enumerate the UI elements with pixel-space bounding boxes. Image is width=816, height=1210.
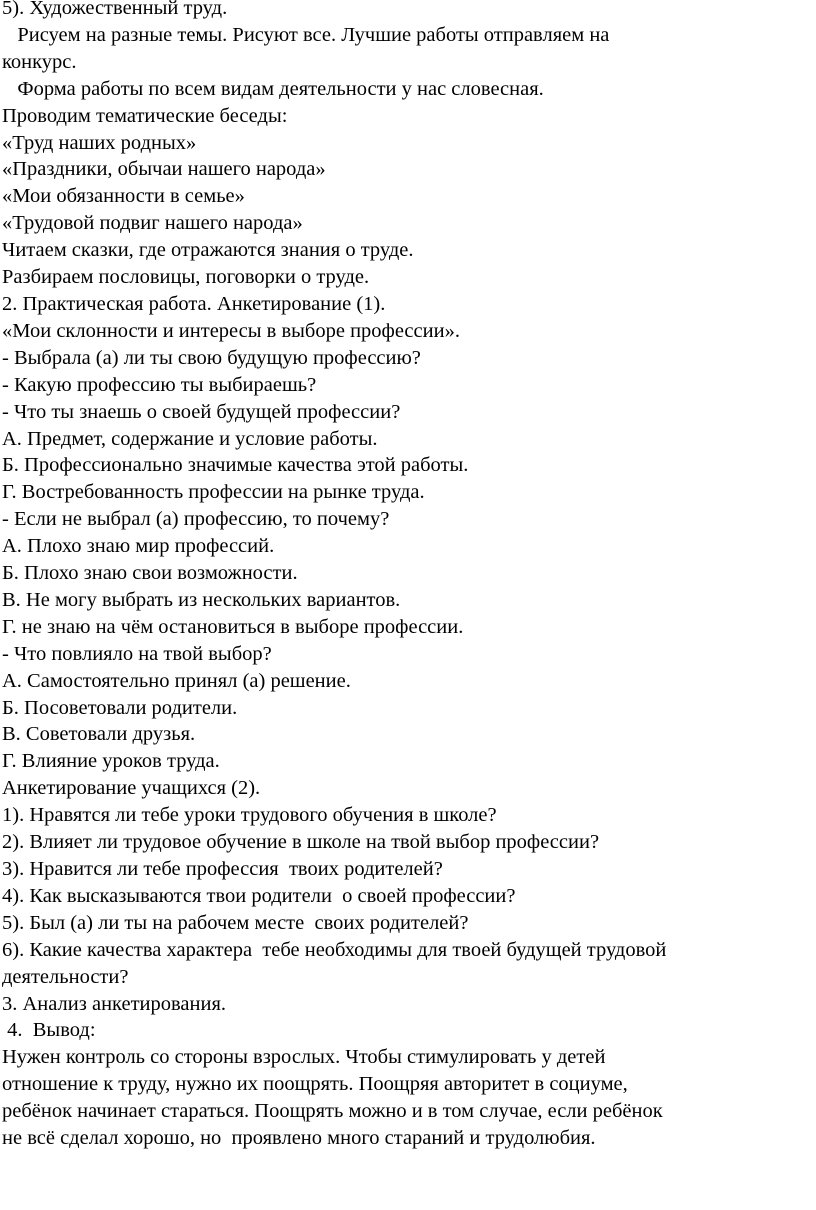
text-line: - Выбрала (а) ли ты свою будущую профессию?: [2, 346, 421, 369]
text-line: деятельности?: [2, 965, 129, 988]
text-line: Нужен контроль со стороны взрослых. Чтобы стимулировать у детей: [2, 1046, 606, 1069]
text-line: «Мои склонности и интересы в выборе профессии».: [2, 319, 460, 342]
text-line: «Праздники, обычаи нашего народа»: [2, 158, 326, 181]
text-line: А. Плохо знаю мир профессий.: [2, 535, 275, 558]
text-line: «Мои обязанности в семье»: [2, 185, 245, 208]
text-line: «Трудовой подвиг нашего народа»: [2, 212, 303, 235]
text-line: Рисуем на разные темы. Рисуют все. Лучшие работы отправляем на: [2, 23, 610, 46]
text-line: «Труд наших родных»: [2, 131, 197, 154]
text-line: Б. Посоветовали родители.: [2, 696, 238, 719]
text-line: - Что повлияло на твой выбор?: [2, 642, 272, 665]
text-line: А. Самостоятельно принял (а) решение.: [2, 669, 351, 692]
text-line: В. Не могу выбрать из нескольких вариантов.: [2, 588, 401, 611]
text-line: ребёнок начинает стараться. Поощрять можно и в том случае, если ребёнок: [2, 1100, 663, 1123]
text-line: Разбираем пословицы, поговорки о труде.: [2, 266, 370, 289]
text-line: А. Предмет, содержание и условие работы.: [2, 427, 378, 450]
text-line: - Если не выбрал (а) профессию, то почему?: [2, 508, 390, 531]
text-line: 3). Нравится ли тебе профессия твоих родителей?: [2, 858, 443, 880]
text-line: 4. Вывод:: [2, 1019, 96, 1042]
text-line: не всё сделал хорошо, но проявлено много стараний и трудолюбия.: [2, 1127, 596, 1150]
text-line: Проводим тематические беседы:: [2, 104, 288, 127]
text-line: Г. Влияние уроков труда.: [2, 750, 220, 773]
text-line: 5). Был (а) ли ты на рабочем месте своих родителей?: [2, 911, 469, 934]
text-line: В. Советовали друзья.: [2, 723, 196, 746]
text-line: - Какую профессию ты выбираешь?: [2, 373, 317, 396]
text-line: 5). Художественный труд.: [2, 0, 228, 19]
text-line: 6). Какие качества характера тебе необходимы для твоей будущей трудовой: [2, 938, 667, 961]
text-line: Форма работы по всем видам деятельности у нас словесная.: [2, 77, 544, 100]
text-line: Читаем сказки, где отражаются знания о труде.: [2, 239, 414, 262]
text-line: 1). Нравятся ли тебе уроки трудового обучения в школе?: [2, 804, 497, 827]
text-line: конкурс.: [2, 50, 77, 73]
text-line: 3. Анализ анкетирования.: [2, 992, 227, 1015]
text-line: - Что ты знаешь о своей будущей профессии?: [2, 400, 401, 423]
text-line: Б. Плохо знаю свои возможности.: [2, 562, 298, 585]
text-line: Анкетирование учащихся (2).: [2, 777, 261, 800]
text-line: 2. Практическая работа. Анкетирование (1).: [2, 292, 386, 315]
text-line: Г. не знаю на чём остановиться в выборе профессии.: [2, 615, 464, 638]
text-line: 2). Влияет ли трудовое обучение в школе на твой выбор профессии?: [2, 831, 600, 854]
text-line: Г. Востребованность профессии на рынке труда.: [2, 481, 425, 504]
text-line: 4). Как высказываются твои родители о своей профессии?: [2, 884, 516, 907]
text-line: отношение к труду, нужно их поощрять. Поощряя авторитет в социуме,: [2, 1073, 628, 1096]
text-line: Б. Профессионально значимые качества этой работы.: [2, 454, 469, 477]
